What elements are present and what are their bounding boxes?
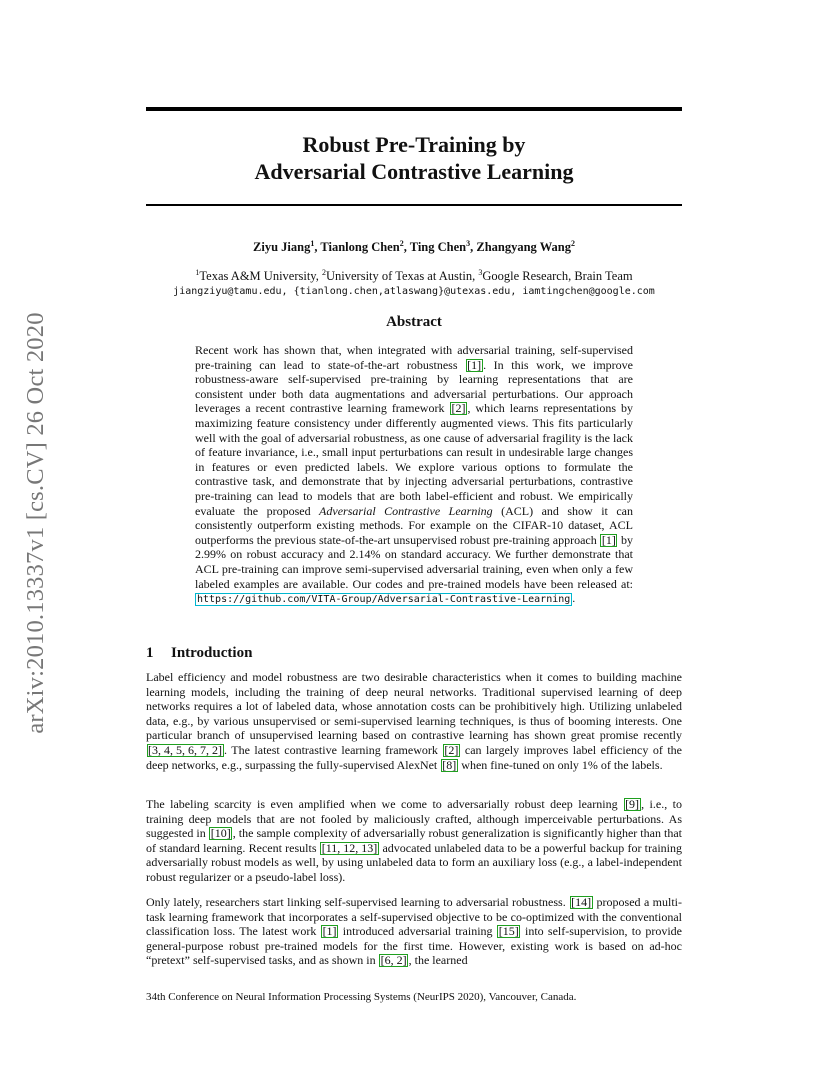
method-name-emphasis: Adversarial Contrastive Learning <box>319 503 493 518</box>
author-sup: 1 <box>310 238 315 248</box>
author-list: Ziyu Jiang$^1$, Tianlong Chen$^2$, Ting Chen$^3$, Zhangyang Wang$^2$ <box>253 238 575 254</box>
citation-link[interactable]: [15] <box>498 924 519 939</box>
citation-link[interactable]: [1] <box>467 357 482 372</box>
section-number: 1 <box>146 645 154 661</box>
title-line-1: Robust Pre-Training by <box>302 132 526 157</box>
affiliation-sup: 1 <box>195 267 200 277</box>
intro-paragraph-1 <box>146 670 682 772</box>
paragraph-segment: Label efficiency and model robustness are two desirable characteristics when it comes to building machine learning models, including the training of deep neural networks. Traditional supervised learning of deep networks requires a lot of labeled data, whose annotation costs can be prohibitively high. Utilizing unlabeled data, e.g., by various unsupervised or semi-supervised learning techniques, is thus of booming interests. One particular branch of unsupervised learning based on contrastive learning has shown great promise recently <box>146 670 682 743</box>
section-title: Introduction <box>171 645 253 661</box>
citation-link[interactable]: [6, 2] <box>380 953 407 968</box>
paragraph-segment: The labeling scarcity is even amplified when we come to adversarially robust deep learning <box>146 797 624 811</box>
citation-link[interactable]: [8] <box>442 757 457 772</box>
citation-link[interactable]: [1] <box>322 924 337 939</box>
abstract-segment: . <box>572 591 576 606</box>
paragraph-segment: , i.e., to training deep models that are not fooled by maliciously crafted, although imperceivable perturbations. As suggested in <box>146 797 682 841</box>
paragraph-segment: . The latest contrastive learning framework <box>224 742 443 757</box>
citation-link[interactable]: [14] <box>571 895 592 909</box>
affiliation-sup: 2 <box>322 267 326 277</box>
author-name: Tianlong Chen <box>320 240 400 254</box>
intro-paragraph-2 <box>146 797 682 885</box>
code-repository-link[interactable]: https://github.com/VITA-Group/Adversarial-Contrastive-Learning <box>197 594 571 606</box>
citation-link[interactable]: [9] <box>625 797 640 811</box>
affiliation-name: University of Texas at Austin <box>326 269 473 283</box>
affiliation-name: Google Research, Brain Team <box>482 269 633 283</box>
paragraph-segment: when fine-tuned on only 1% of the labels. <box>458 757 663 772</box>
paragraph-segment: , the learned <box>408 953 468 968</box>
author-emails: jiangziyu@tamu.edu, {tianlong.chen,atlaswang}@utexas.edu, iamtingchen@google.com <box>173 286 655 297</box>
abstract-segment: , which learns representations by maximizing feature consistency under differently augmented views. This fits particularly well with the goal of adversarial robustness, as one cause of adversarial fragility is the lack of feature invariance, i.e., small input perturbations can result in undesirable large changes in features or even predicted labels. We explore various options to formulate the contrastive task, and demonstrate that by injecting adversarial perturbations, contrastive pre-training can lead to models that are both label-efficient and robust. We empirically evaluate the proposed <box>195 401 634 518</box>
author-sup: 2 <box>399 238 404 248</box>
intro-paragraph-3 <box>146 895 682 968</box>
affiliation-sup: 3 <box>478 267 483 277</box>
abstract-heading: Abstract <box>386 314 442 330</box>
conference-footnote: 34th Conference on Neural Information Processing Systems (NeurIPS 2020), Vancouver, Canada. <box>146 991 577 1003</box>
paragraph-segment: advocated unlabeled data to be a powerful backup for training adversarially robust models as well, by using unlabeled data to form an auxiliary loss (e.g., a label-independent robust regularizer or a pseudo-label loss). <box>146 840 682 884</box>
abstract-segment: by 2.99% on robust accuracy and 2.14% on standard accuracy. We further demonstrate that ACL pre-training can improve semi-supervised adversarial training, even when only a few labeled examples are available. Our codes and pre-trained models have been released at: <box>195 532 633 591</box>
citation-link[interactable]: [10] <box>210 826 231 841</box>
title-line-2: Adversarial Contrastive Learning <box>254 159 574 184</box>
paper-title <box>146 131 682 185</box>
author-sup: 2 <box>570 238 575 248</box>
abstract-segment: Recent work has shown that, when integrated with adversarial training, self-supervised pre-training can lead to state-of-the-art robustness <box>195 343 633 372</box>
citation-link[interactable]: [1] <box>601 532 616 547</box>
author-name: Zhangyang Wang <box>476 240 571 254</box>
title-rule-top <box>146 107 682 111</box>
citation-link[interactable]: [2] <box>444 742 459 757</box>
paragraph-segment: proposed a multi-task learning framework that incorporates a self-supervised objective to be co-optimized with the conventional classification loss. The latest work <box>146 895 683 939</box>
paragraph-segment: , the sample complexity of adversarially robust generalization is significantly higher than that of standard learning. Recent results <box>146 826 682 855</box>
affiliation-list: $^1$Texas A&M University, $^2$University of Texas at Austin, $^3$Google Research, Brain Team <box>195 267 633 283</box>
author-name: Ziyu Jiang <box>253 240 311 254</box>
affiliation-name: Texas A&M University <box>199 269 316 283</box>
paragraph-segment: introduced adversarial training <box>338 924 497 939</box>
abstract-segment: (ACL) and show it can consistently outperform existing methods. For example on the CIFAR-10 dataset, ACL outperforms the previous state-of-the-art unsupervised robust pre-training approach <box>195 503 633 547</box>
citation-link[interactable]: [11, 12, 13] <box>321 840 378 855</box>
section-heading-introduction <box>146 645 252 662</box>
title-rule-bottom <box>146 204 682 206</box>
paragraph-segment: Only lately, researchers start linking self-supervised learning to adversarial robustness. <box>146 895 570 909</box>
arxiv-identifier-stamp <box>16 288 56 758</box>
paragraph-segment: into self-supervision, to provide general-purpose robust pre-trained models for the first time. However, existing work is based on ad-hoc “pretext” self-supervised tasks, and as shown in <box>146 924 682 968</box>
author-sup: 3 <box>466 238 471 248</box>
paragraph-segment: can largely improves label efficiency of the deep networks, e.g., surpassing the fully-supervised AlexNet <box>146 742 683 772</box>
author-name: Ting Chen <box>409 240 467 254</box>
abstract-segment: . In this work, we improve robustness-aware self-supervised pre-training by learning representations that are consistent under both data augmentations and adversarial perturbations. Our approach leverages a recent contrastive learning framework <box>195 357 633 416</box>
arxiv-id-text: arXiv:2010.13337v1 [cs.CV] 26 Oct 2020 <box>22 312 49 734</box>
citation-link[interactable]: [3, 4, 5, 6, 7, 2] <box>148 742 222 757</box>
abstract-text <box>195 343 633 608</box>
citation-link[interactable]: [2] <box>451 401 466 416</box>
